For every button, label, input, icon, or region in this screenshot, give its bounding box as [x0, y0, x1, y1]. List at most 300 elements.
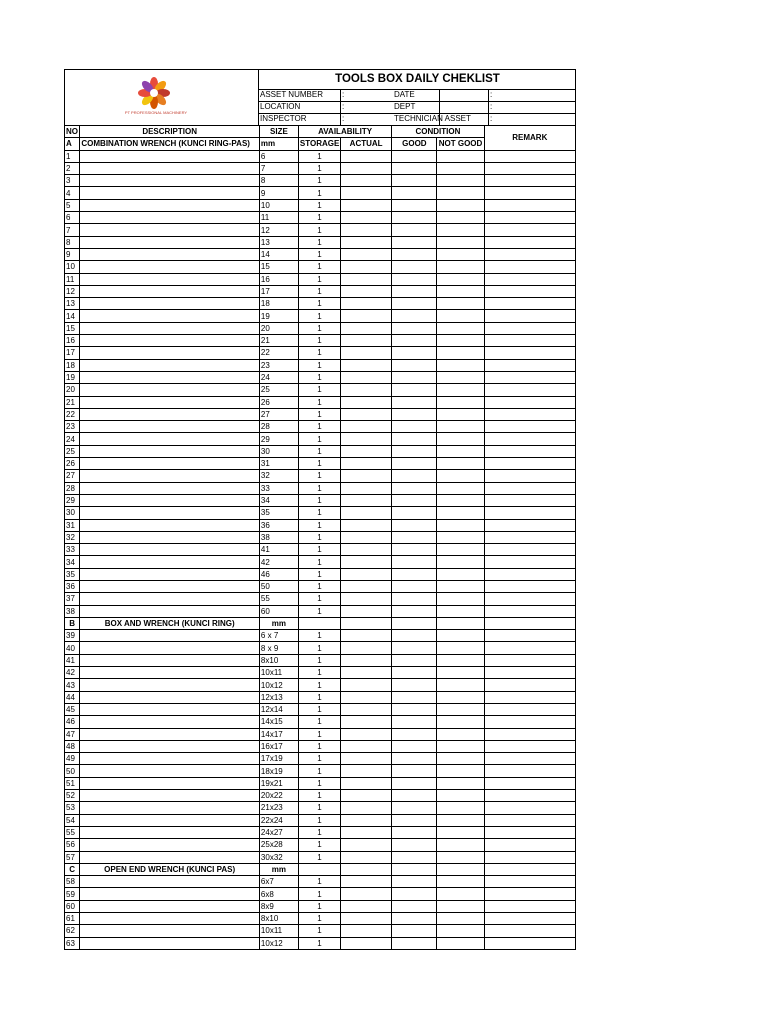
description-cell[interactable] [80, 507, 260, 519]
remark-cell[interactable] [484, 531, 575, 543]
good-cell[interactable] [392, 298, 437, 310]
good-cell[interactable] [392, 248, 437, 260]
remark-cell[interactable] [484, 937, 575, 949]
remark-cell[interactable] [484, 310, 575, 322]
good-cell[interactable] [392, 396, 437, 408]
actual-cell[interactable] [340, 187, 391, 199]
good-cell[interactable] [392, 728, 437, 740]
good-cell[interactable] [392, 630, 437, 642]
actual-cell[interactable] [340, 248, 391, 260]
not-good-cell[interactable] [437, 285, 484, 297]
remark-cell[interactable] [484, 224, 575, 236]
not-good-cell[interactable] [437, 900, 484, 912]
not-good-cell[interactable] [437, 212, 484, 224]
description-cell[interactable] [80, 458, 260, 470]
actual-cell[interactable] [340, 433, 391, 445]
not-good-cell[interactable] [437, 630, 484, 642]
storage-cell[interactable] [298, 863, 340, 875]
actual-cell[interactable] [340, 642, 391, 654]
remark-cell[interactable] [484, 236, 575, 248]
good-cell[interactable] [392, 703, 437, 715]
good-cell[interactable] [392, 777, 437, 789]
not-good-cell[interactable] [437, 384, 484, 396]
description-cell[interactable] [80, 224, 260, 236]
description-cell[interactable] [80, 667, 260, 679]
good-cell[interactable] [392, 199, 437, 211]
good-cell[interactable] [392, 667, 437, 679]
not-good-cell[interactable] [437, 396, 484, 408]
good-cell[interactable] [392, 371, 437, 383]
remark-cell[interactable] [484, 580, 575, 592]
description-cell[interactable] [80, 802, 260, 814]
good-cell[interactable] [392, 814, 437, 826]
remark-cell[interactable] [484, 285, 575, 297]
actual-cell[interactable] [340, 802, 391, 814]
description-cell[interactable] [80, 937, 260, 949]
remark-cell[interactable] [484, 654, 575, 666]
actual-cell[interactable] [340, 531, 391, 543]
not-good-cell[interactable] [437, 199, 484, 211]
remark-cell[interactable] [484, 421, 575, 433]
remark-cell[interactable] [484, 273, 575, 285]
good-cell[interactable] [392, 224, 437, 236]
good-cell[interactable] [392, 863, 437, 875]
not-good-cell[interactable] [437, 716, 484, 728]
description-cell[interactable] [80, 187, 260, 199]
remark-cell[interactable] [484, 839, 575, 851]
description-cell[interactable] [80, 273, 260, 285]
actual-cell[interactable] [340, 224, 391, 236]
good-cell[interactable] [392, 212, 437, 224]
good-cell[interactable] [392, 408, 437, 420]
good-cell[interactable] [392, 605, 437, 617]
good-cell[interactable] [392, 273, 437, 285]
not-good-cell[interactable] [437, 617, 484, 629]
description-cell[interactable] [80, 814, 260, 826]
not-good-cell[interactable] [437, 261, 484, 273]
actual-cell[interactable] [340, 162, 391, 174]
actual-cell[interactable] [340, 826, 391, 838]
good-cell[interactable] [392, 359, 437, 371]
good-cell[interactable] [392, 568, 437, 580]
good-cell[interactable] [392, 888, 437, 900]
remark-cell[interactable] [484, 175, 575, 187]
good-cell[interactable] [392, 839, 437, 851]
good-cell[interactable] [392, 531, 437, 543]
good-cell[interactable] [392, 494, 437, 506]
not-good-cell[interactable] [437, 187, 484, 199]
actual-cell[interactable] [340, 679, 391, 691]
actual-cell[interactable] [340, 384, 391, 396]
actual-cell[interactable] [340, 703, 391, 715]
good-cell[interactable] [392, 187, 437, 199]
actual-cell[interactable] [340, 371, 391, 383]
description-cell[interactable] [80, 888, 260, 900]
actual-cell[interactable] [340, 273, 391, 285]
remark-cell[interactable] [484, 605, 575, 617]
remark-cell[interactable] [484, 716, 575, 728]
actual-cell[interactable] [340, 421, 391, 433]
not-good-cell[interactable] [437, 642, 484, 654]
good-cell[interactable] [392, 642, 437, 654]
remark-cell[interactable] [484, 777, 575, 789]
not-good-cell[interactable] [437, 298, 484, 310]
description-cell[interactable] [80, 421, 260, 433]
good-cell[interactable] [392, 790, 437, 802]
actual-cell[interactable] [340, 863, 391, 875]
description-cell[interactable] [80, 790, 260, 802]
good-cell[interactable] [392, 556, 437, 568]
remark-cell[interactable] [484, 408, 575, 420]
remark-cell[interactable] [484, 753, 575, 765]
remark-cell[interactable] [484, 925, 575, 937]
actual-cell[interactable] [340, 150, 391, 162]
remark-cell[interactable] [484, 458, 575, 470]
good-cell[interactable] [392, 150, 437, 162]
not-good-cell[interactable] [437, 421, 484, 433]
actual-cell[interactable] [340, 691, 391, 703]
not-good-cell[interactable] [437, 150, 484, 162]
not-good-cell[interactable] [437, 162, 484, 174]
description-cell[interactable] [80, 212, 260, 224]
actual-cell[interactable] [340, 777, 391, 789]
not-good-cell[interactable] [437, 814, 484, 826]
remark-cell[interactable] [484, 371, 575, 383]
remark-cell[interactable] [484, 617, 575, 629]
remark-cell[interactable] [484, 359, 575, 371]
description-cell[interactable] [80, 568, 260, 580]
description-cell[interactable] [80, 556, 260, 568]
remark-cell[interactable] [484, 765, 575, 777]
remark-cell[interactable] [484, 642, 575, 654]
good-cell[interactable] [392, 310, 437, 322]
remark-cell[interactable] [484, 396, 575, 408]
remark-cell[interactable] [484, 876, 575, 888]
description-cell[interactable] [80, 654, 260, 666]
good-cell[interactable] [392, 851, 437, 863]
description-cell[interactable] [80, 753, 260, 765]
actual-cell[interactable] [340, 556, 391, 568]
actual-cell[interactable] [340, 482, 391, 494]
not-good-cell[interactable] [437, 765, 484, 777]
actual-cell[interactable] [340, 740, 391, 752]
not-good-cell[interactable] [437, 371, 484, 383]
not-good-cell[interactable] [437, 556, 484, 568]
not-good-cell[interactable] [437, 703, 484, 715]
good-cell[interactable] [392, 470, 437, 482]
description-cell[interactable] [80, 236, 260, 248]
remark-cell[interactable] [484, 298, 575, 310]
description-cell[interactable] [80, 740, 260, 752]
actual-cell[interactable] [340, 519, 391, 531]
remark-cell[interactable] [484, 740, 575, 752]
description-cell[interactable] [80, 839, 260, 851]
not-good-cell[interactable] [437, 740, 484, 752]
remark-cell[interactable] [484, 691, 575, 703]
good-cell[interactable] [392, 322, 437, 334]
remark-cell[interactable] [484, 703, 575, 715]
good-cell[interactable] [392, 913, 437, 925]
actual-cell[interactable] [340, 199, 391, 211]
actual-cell[interactable] [340, 630, 391, 642]
actual-cell[interactable] [340, 298, 391, 310]
remark-cell[interactable] [484, 433, 575, 445]
actual-cell[interactable] [340, 839, 391, 851]
not-good-cell[interactable] [437, 310, 484, 322]
good-cell[interactable] [392, 900, 437, 912]
actual-cell[interactable] [340, 494, 391, 506]
actual-cell[interactable] [340, 236, 391, 248]
remark-cell[interactable] [484, 814, 575, 826]
remark-cell[interactable] [484, 335, 575, 347]
not-good-cell[interactable] [437, 863, 484, 875]
good-cell[interactable] [392, 925, 437, 937]
not-good-cell[interactable] [437, 802, 484, 814]
remark-cell[interactable] [484, 863, 575, 875]
remark-cell[interactable] [484, 482, 575, 494]
not-good-cell[interactable] [437, 937, 484, 949]
description-cell[interactable] [80, 199, 260, 211]
not-good-cell[interactable] [437, 470, 484, 482]
remark-cell[interactable] [484, 322, 575, 334]
actual-cell[interactable] [340, 261, 391, 273]
remark-cell[interactable] [484, 802, 575, 814]
description-cell[interactable] [80, 593, 260, 605]
description-cell[interactable] [80, 150, 260, 162]
actual-cell[interactable] [340, 888, 391, 900]
actual-cell[interactable] [340, 654, 391, 666]
good-cell[interactable] [392, 162, 437, 174]
not-good-cell[interactable] [437, 335, 484, 347]
good-cell[interactable] [392, 716, 437, 728]
not-good-cell[interactable] [437, 433, 484, 445]
not-good-cell[interactable] [437, 322, 484, 334]
not-good-cell[interactable] [437, 507, 484, 519]
actual-cell[interactable] [340, 876, 391, 888]
actual-cell[interactable] [340, 396, 391, 408]
remark-cell[interactable] [484, 494, 575, 506]
not-good-cell[interactable] [437, 925, 484, 937]
description-cell[interactable] [80, 162, 260, 174]
actual-cell[interactable] [340, 851, 391, 863]
not-good-cell[interactable] [437, 605, 484, 617]
description-cell[interactable] [80, 544, 260, 556]
good-cell[interactable] [392, 285, 437, 297]
description-cell[interactable] [80, 826, 260, 838]
description-cell[interactable] [80, 285, 260, 297]
remark-cell[interactable] [484, 507, 575, 519]
remark-cell[interactable] [484, 519, 575, 531]
description-cell[interactable] [80, 298, 260, 310]
good-cell[interactable] [392, 519, 437, 531]
description-cell[interactable] [80, 359, 260, 371]
remark-cell[interactable] [484, 630, 575, 642]
description-cell[interactable] [80, 445, 260, 457]
not-good-cell[interactable] [437, 359, 484, 371]
good-cell[interactable] [392, 740, 437, 752]
good-cell[interactable] [392, 421, 437, 433]
not-good-cell[interactable] [437, 531, 484, 543]
good-cell[interactable] [392, 593, 437, 605]
actual-cell[interactable] [340, 913, 391, 925]
not-good-cell[interactable] [437, 408, 484, 420]
actual-cell[interactable] [340, 568, 391, 580]
description-cell[interactable] [80, 175, 260, 187]
actual-cell[interactable] [340, 359, 391, 371]
description-cell[interactable] [80, 642, 260, 654]
not-good-cell[interactable] [437, 458, 484, 470]
description-cell[interactable] [80, 605, 260, 617]
actual-cell[interactable] [340, 790, 391, 802]
remark-cell[interactable] [484, 679, 575, 691]
good-cell[interactable] [392, 347, 437, 359]
not-good-cell[interactable] [437, 913, 484, 925]
good-cell[interactable] [392, 482, 437, 494]
good-cell[interactable] [392, 691, 437, 703]
good-cell[interactable] [392, 458, 437, 470]
good-cell[interactable] [392, 580, 437, 592]
not-good-cell[interactable] [437, 753, 484, 765]
actual-cell[interactable] [340, 617, 391, 629]
not-good-cell[interactable] [437, 248, 484, 260]
description-cell[interactable] [80, 679, 260, 691]
not-good-cell[interactable] [437, 494, 484, 506]
description-cell[interactable] [80, 519, 260, 531]
not-good-cell[interactable] [437, 273, 484, 285]
remark-cell[interactable] [484, 445, 575, 457]
actual-cell[interactable] [340, 900, 391, 912]
good-cell[interactable] [392, 765, 437, 777]
good-cell[interactable] [392, 175, 437, 187]
not-good-cell[interactable] [437, 593, 484, 605]
description-cell[interactable] [80, 716, 260, 728]
not-good-cell[interactable] [437, 482, 484, 494]
not-good-cell[interactable] [437, 654, 484, 666]
description-cell[interactable] [80, 691, 260, 703]
description-cell[interactable] [80, 396, 260, 408]
not-good-cell[interactable] [437, 224, 484, 236]
actual-cell[interactable] [340, 212, 391, 224]
not-good-cell[interactable] [437, 728, 484, 740]
actual-cell[interactable] [340, 937, 391, 949]
description-cell[interactable] [80, 322, 260, 334]
description-cell[interactable] [80, 913, 260, 925]
description-cell[interactable] [80, 371, 260, 383]
remark-cell[interactable] [484, 593, 575, 605]
remark-cell[interactable] [484, 544, 575, 556]
not-good-cell[interactable] [437, 839, 484, 851]
good-cell[interactable] [392, 654, 437, 666]
remark-cell[interactable] [484, 826, 575, 838]
description-cell[interactable] [80, 765, 260, 777]
actual-cell[interactable] [340, 445, 391, 457]
not-good-cell[interactable] [437, 876, 484, 888]
remark-cell[interactable] [484, 913, 575, 925]
not-good-cell[interactable] [437, 347, 484, 359]
actual-cell[interactable] [340, 728, 391, 740]
good-cell[interactable] [392, 679, 437, 691]
remark-cell[interactable] [484, 347, 575, 359]
description-cell[interactable] [80, 900, 260, 912]
description-cell[interactable] [80, 777, 260, 789]
good-cell[interactable] [392, 617, 437, 629]
good-cell[interactable] [392, 384, 437, 396]
actual-cell[interactable] [340, 470, 391, 482]
not-good-cell[interactable] [437, 888, 484, 900]
good-cell[interactable] [392, 335, 437, 347]
good-cell[interactable] [392, 753, 437, 765]
not-good-cell[interactable] [437, 544, 484, 556]
not-good-cell[interactable] [437, 679, 484, 691]
actual-cell[interactable] [340, 347, 391, 359]
actual-cell[interactable] [340, 408, 391, 420]
remark-cell[interactable] [484, 556, 575, 568]
good-cell[interactable] [392, 236, 437, 248]
remark-cell[interactable] [484, 199, 575, 211]
actual-cell[interactable] [340, 814, 391, 826]
remark-cell[interactable] [484, 728, 575, 740]
good-cell[interactable] [392, 261, 437, 273]
good-cell[interactable] [392, 826, 437, 838]
actual-cell[interactable] [340, 335, 391, 347]
good-cell[interactable] [392, 507, 437, 519]
good-cell[interactable] [392, 802, 437, 814]
actual-cell[interactable] [340, 544, 391, 556]
remark-cell[interactable] [484, 261, 575, 273]
remark-cell[interactable] [484, 667, 575, 679]
good-cell[interactable] [392, 876, 437, 888]
description-cell[interactable] [80, 408, 260, 420]
not-good-cell[interactable] [437, 667, 484, 679]
remark-cell[interactable] [484, 384, 575, 396]
storage-cell[interactable] [298, 617, 340, 629]
description-cell[interactable] [80, 703, 260, 715]
remark-cell[interactable] [484, 162, 575, 174]
actual-cell[interactable] [340, 716, 391, 728]
actual-cell[interactable] [340, 285, 391, 297]
remark-cell[interactable] [484, 790, 575, 802]
actual-cell[interactable] [340, 753, 391, 765]
remark-cell[interactable] [484, 900, 575, 912]
actual-cell[interactable] [340, 765, 391, 777]
actual-cell[interactable] [340, 310, 391, 322]
remark-cell[interactable] [484, 212, 575, 224]
actual-cell[interactable] [340, 458, 391, 470]
remark-cell[interactable] [484, 470, 575, 482]
actual-cell[interactable] [340, 925, 391, 937]
description-cell[interactable] [80, 347, 260, 359]
actual-cell[interactable] [340, 322, 391, 334]
remark-cell[interactable] [484, 150, 575, 162]
remark-cell[interactable] [484, 888, 575, 900]
remark-cell[interactable] [484, 851, 575, 863]
description-cell[interactable] [80, 531, 260, 543]
actual-cell[interactable] [340, 605, 391, 617]
description-cell[interactable] [80, 580, 260, 592]
not-good-cell[interactable] [437, 175, 484, 187]
not-good-cell[interactable] [437, 519, 484, 531]
description-cell[interactable] [80, 248, 260, 260]
actual-cell[interactable] [340, 175, 391, 187]
good-cell[interactable] [392, 433, 437, 445]
not-good-cell[interactable] [437, 236, 484, 248]
description-cell[interactable] [80, 384, 260, 396]
actual-cell[interactable] [340, 580, 391, 592]
good-cell[interactable] [392, 445, 437, 457]
not-good-cell[interactable] [437, 445, 484, 457]
description-cell[interactable] [80, 335, 260, 347]
not-good-cell[interactable] [437, 851, 484, 863]
